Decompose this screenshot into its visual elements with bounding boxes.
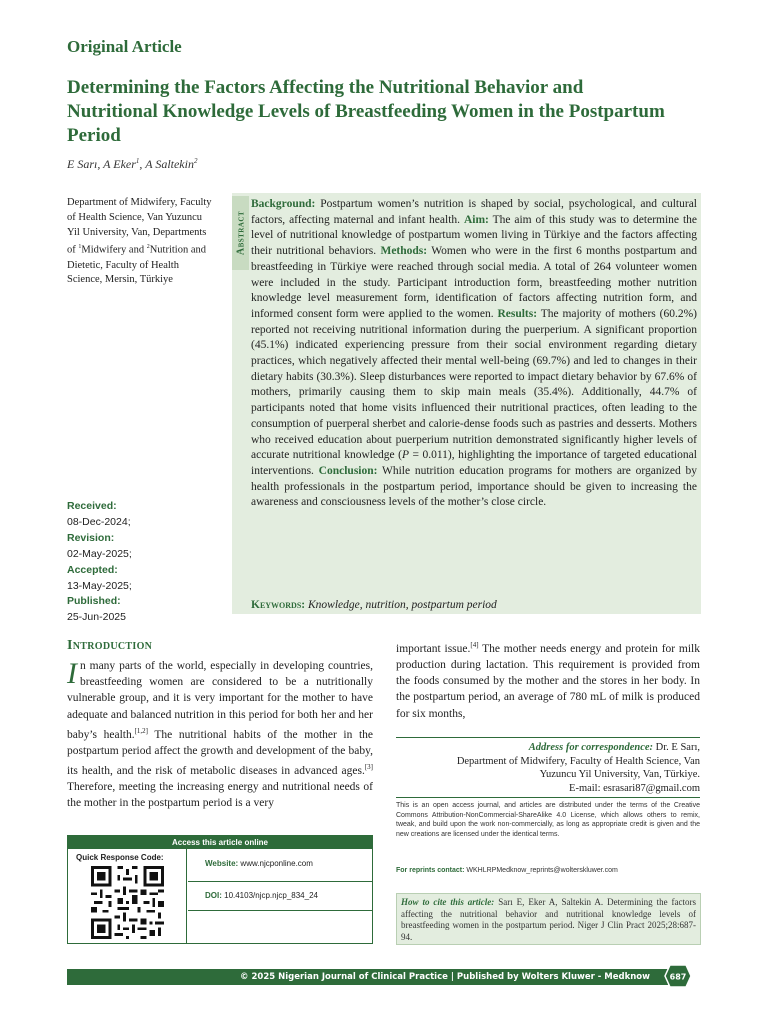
affiliation: Department of Midwifery, Faculty of Health Science, Van Yuzuncu Yil University, Van, Departments of $^1$Midwifery and $^2$Nutrition and Dietetic, Faculty of Health Science, Mersin, Türkiye — [67, 197, 212, 286]
divider — [396, 797, 700, 798]
qr-code-icon[interactable] — [91, 866, 164, 939]
affiliation-marker: 2 — [193, 157, 198, 165]
results-label: Results: — [497, 307, 538, 320]
revision-date: 02-May-2025; — [67, 547, 132, 560]
access-heading: Access this article online — [68, 836, 372, 849]
how-to-cite-box: How to cite this article: Sarı E, Eker A, Saltekin A. Determining the factors affecting the nutritional behavior and nutritional knowledge levels of breastfeeding women in the postpartum period. Niger J Clin Pract 2025;28:687-94. — [396, 893, 701, 945]
license-text: This is an open access journal, and articles are distributed under the terms of the Creative Commons Attribution-NonCommercial-ShareAlike 4.0 License, which allows others to remix, tweak, and build upon the work non-commercially, as long as appropriate credit is given and the new creations are licensed under the identical terms. — [396, 802, 700, 838]
divider — [396, 737, 700, 738]
doi-cell: DOI: 10.4103/njcp.njcp_834_24 — [188, 883, 372, 911]
methods-label: Methods: — [380, 245, 428, 258]
author-name: E Sarı — [67, 157, 98, 171]
published-label: Published: — [67, 595, 121, 608]
article-title: Determining the Factors Affecting the Nutritional Behavior and Nutritional Knowledge Levels of Breastfeeding Women in the Postpartum Period — [67, 77, 665, 146]
conclusion-label: Conclusion: — [318, 464, 378, 477]
qr-cell — [68, 849, 187, 943]
website-link[interactable]: www.njcponline.com — [238, 859, 313, 868]
correspondence-address: Address for correspondence: Dr. E Sarı, Department of Midwifery, Faculty of Health Science, Van Yuzuncu Yil University, Van, Türkiye. E-mail: esrasari87@gmail.com — [396, 741, 700, 795]
keywords-label: Keywords: — [251, 599, 306, 611]
correspondence-email: E-mail: esrasari87@gmail.com — [569, 782, 700, 794]
accepted-label: Accepted: — [67, 563, 118, 576]
access-article-box — [67, 835, 373, 944]
author-name: A Saltekin — [145, 157, 194, 171]
keywords — [251, 599, 697, 611]
keywords-value: Knowledge, nutrition, postpartum period — [308, 599, 497, 611]
introduction-heading: Introduction — [67, 638, 153, 653]
published-date: 25-Jun-2025 — [67, 611, 126, 624]
reprints-contact: For reprints contact: WKHLRPMedknow_reprints@wolterskluwer.com — [396, 867, 618, 874]
background-label: Background: — [251, 198, 316, 210]
doi-link[interactable]: 10.4103/njcp.njcp_834_24 — [221, 891, 318, 900]
revision-label: Revision: — [67, 531, 115, 544]
page-number-badge — [664, 964, 692, 988]
correspondence-label: Address for correspondence: — [528, 742, 654, 753]
footer-bar: © 2025 Nigerian Journal of Clinical Practice | Published by Wolters Kluwer - Medknow — [67, 969, 668, 985]
citation-ref: [4] — [470, 641, 479, 649]
how-to-cite-label: How to cite this article: — [401, 897, 495, 907]
citation-ref: [1,2] — [134, 726, 149, 735]
introduction-right-column: important issue.[4] The mother needs energy and protein for milk production during lactation. This requirement is provided from the foods consumed by the mother and the stores in her body. In the postpartum period, an average of 780 mL of milk is produced for six months, — [396, 641, 700, 720]
article-type: Original Article — [67, 37, 182, 56]
author-list: E Sarı, A Eker$^1$, A Saltekin$^2$ — [67, 157, 198, 171]
introduction-left-column: In many parts of the world, especially in developing countries, breastfeeding women are considered to be a nutritionally vulnerable group, and it is very important for the mother to have adequate and balanced nutrition in this period for both her and her baby’s health.[1,2] The nutritional habits of the mother in the postpartum period affect the growth and development of the baby, its health, and the risk of metabolic diseases in advanced ages.[3] Therefore, meeting the increasing energy and nutritional needs of the mother in the postpartum period is a very — [67, 657, 373, 810]
accepted-date: 13-May-2025; — [67, 579, 132, 592]
received-label: Received: — [67, 500, 117, 512]
page-number: 687 — [669, 972, 687, 982]
citation-ref: [3] — [364, 763, 373, 772]
author-name: A Eker — [103, 157, 136, 171]
affiliation-marker: 1 — [135, 157, 140, 165]
qr-label: Quick Response Code: — [76, 853, 164, 862]
drop-cap: I — [67, 657, 77, 690]
website-cell: Website: www.njcponline.com — [188, 849, 372, 882]
received-date: 08-Dec-2024; — [67, 515, 131, 528]
abstract-tab: Abstract — [232, 196, 249, 270]
article-dates — [67, 499, 217, 626]
abstract-text: Background: Postpartum women’s nutrition is shaped by social, psychological, and cultural factors, affecting maternal and infant health. Aim: The aim of this study was to determine the level of nutritional knowledge of postpartum women living in Türkiye and the factors affecting their nutritional behaviors. Methods: Women who were in the first 6 months postpartum and breastfeeding in Türkiye were reached through social media. A total of 264 volunteer women were included in the study. Participant introduction form, breastfeeding mother nutrition knowledge level measurement form, identification of factors affecting nutrition form, and informed consent form were applied to the women. Results: The majority of mothers (60.2%) reported not receiving nutritional information during the puerperium. A significant proportion (45.1%) indicated experiencing pressure from their social environment regarding dietary practices, which negatively affected their mental well-being (69.7%) and led to changes in their dietary habits (30.3%). Sleep disturbances were reported to impact dietary behavior by 67.6% of mothers, primarily causing them to skip main meals (35.4%). Additionally, 44.7% of participants noted that home visits influenced their nutritional practices, often leading to the consumption of puerperal sherbet and calorie-dense foods such as pastries and desserts. Mothers who received education about puerperium nutrition demonstrated significantly higher levels of accurate nutritional knowledge (P = 0.011), highlighting the importance of targeted educational interventions. Conclusion: While nutrition education programs for mothers are organized by health professionals in the postpartum period, importance should be given to increasing the awareness and consciousness levels of the mother’s close circle. — [251, 198, 698, 509]
reprints-email: WKHLRPMedknow_reprints@wolterskluwer.com — [464, 867, 618, 874]
aim-label: Aim: — [463, 213, 489, 226]
